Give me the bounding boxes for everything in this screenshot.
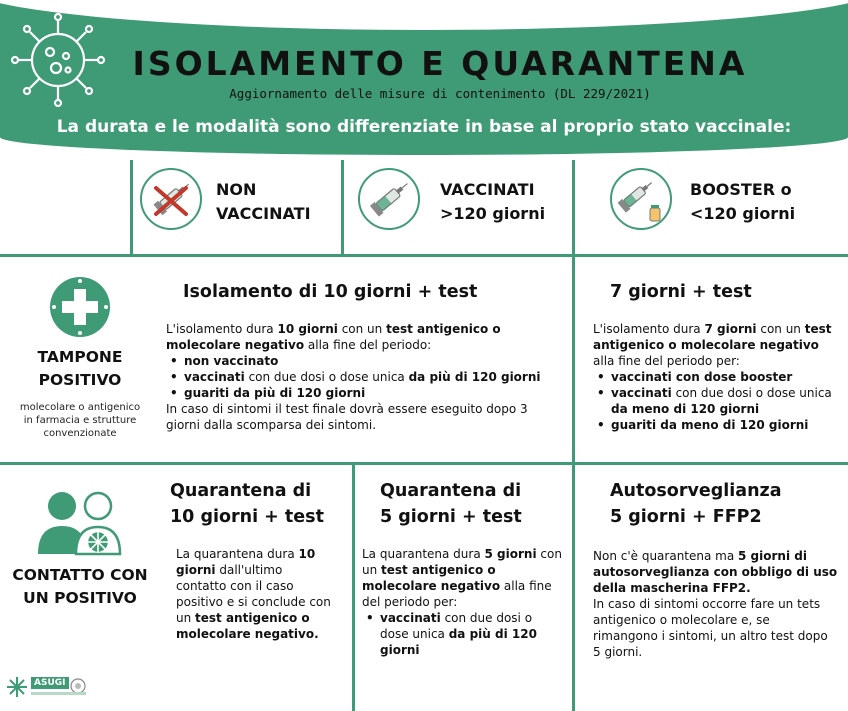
section-body: L'isolamento dura 10 giorni con un test antigenico o molecolare negativo alla fine del periodo: • non vaccinato • vaccinati con due dosi o dose unica da più di 120 giorni • guariti da più di 120 giorni In caso di sintomi il test finale dovrà essere eseguito dopo 3 giorni dalla scomparsa dei sintomi.	[166, 321, 564, 433]
section-body: La quarantena dura 10 giorni dall'ultimo contatto con il caso positivo e si conclude con un test antigenico o molecolare negativo.	[176, 547, 331, 641]
medical-cross-icon	[49, 276, 111, 338]
bullet-list	[593, 369, 838, 433]
lead-text: La durata e le modalità sono differenziate in base al proprio stato vaccinale:	[56, 117, 792, 137]
list-item: • vaccinati con dose booster	[593, 369, 838, 385]
divider	[572, 160, 575, 255]
divider	[0, 462, 848, 465]
section-title: Quarantena di 5 giorni + test	[380, 481, 522, 527]
side-title-tampone: TAMPONE POSITIVO	[37, 348, 123, 389]
bullet-list	[166, 353, 564, 401]
bullet-list	[362, 610, 564, 658]
asugi-mark-icon	[6, 676, 28, 698]
crossed-syringe-icon	[142, 170, 200, 228]
list-item: • vaccinati con due dosi o dose unica da meno di 120 giorni	[593, 385, 838, 417]
list-item: • guariti da più di 120 giorni	[166, 385, 564, 401]
side-title-contatto: CONTATTO CON UN POSITIVO	[12, 566, 148, 607]
category-vaccinati-120	[358, 160, 568, 250]
section-title: Isolamento di 10 giorni + test	[183, 282, 478, 302]
section-title: 7 giorni + test	[610, 282, 752, 302]
section-body: La quarantena dura 5 giorni con un test antigenico o molecolare negativo alla fine del periodo per: • vaccinati con due dosi o dose unica da più di 120 giorni	[362, 546, 564, 658]
list-item: • guariti da meno di 120 giorni	[593, 417, 838, 433]
divider	[130, 160, 133, 255]
syringe-icon	[360, 170, 418, 228]
divider	[572, 254, 575, 464]
side-note-tampone: molecolare o antigenico in farmacia e strutture convenzionate	[19, 402, 141, 439]
syringe-vial-icon	[612, 170, 670, 228]
category-label: BOOSTER o <120 giorni	[690, 180, 796, 223]
category-icon-circle	[140, 168, 202, 230]
category-icon-circle	[610, 168, 672, 230]
category-icon-circle	[358, 168, 420, 230]
divider	[0, 254, 848, 257]
section-title: Autosorveglianza 5 giorni + FFP2	[610, 481, 782, 527]
section-title: Quarantena di 10 giorni + test	[170, 481, 324, 527]
list-item: • vaccinati con due dosi o dose unica da più di 120 giorni	[362, 610, 564, 658]
divider	[352, 462, 355, 711]
section-body: Non c'è quarantena ma 5 giorni di autosorveglianza con obbligo di uso della mascherina FFP2. In caso di sintomi occorre fare un tets antigenico o molecolare e, se rimangono i sintomi, un altro test dopo 5 giorni.	[593, 549, 838, 659]
divider	[341, 160, 344, 255]
virus-icon	[6, 8, 110, 112]
page-title: ISOLAMENTO E QUARANTENA	[132, 44, 748, 83]
asugi-logo	[6, 674, 88, 700]
page-subtitle: Aggiornamento delle misure di contenimento (DL 229/2021)	[229, 86, 651, 101]
logo-subline	[31, 692, 86, 695]
list-item: • vaccinati con due dosi o dose unica da più di 120 giorni	[166, 369, 564, 385]
category-label: VACCINATI >120 giorni	[440, 180, 546, 223]
category-booster	[610, 160, 840, 250]
category-label: NON VACCINATI	[216, 180, 311, 223]
contact-people-icon	[36, 490, 124, 556]
logo-text: ASUGI	[31, 677, 69, 689]
divider	[572, 462, 575, 711]
category-non-vaccinati	[140, 160, 335, 250]
section-body: L'isolamento dura 7 giorni con un test antigenico o molecolare negativo alla fine del periodo per: • vaccinati con dose booster • vaccinati con due dosi o dose unica da meno di 120 giorni • guariti da meno di 120 giorni	[593, 321, 838, 433]
list-item: • non vaccinato	[166, 353, 564, 369]
